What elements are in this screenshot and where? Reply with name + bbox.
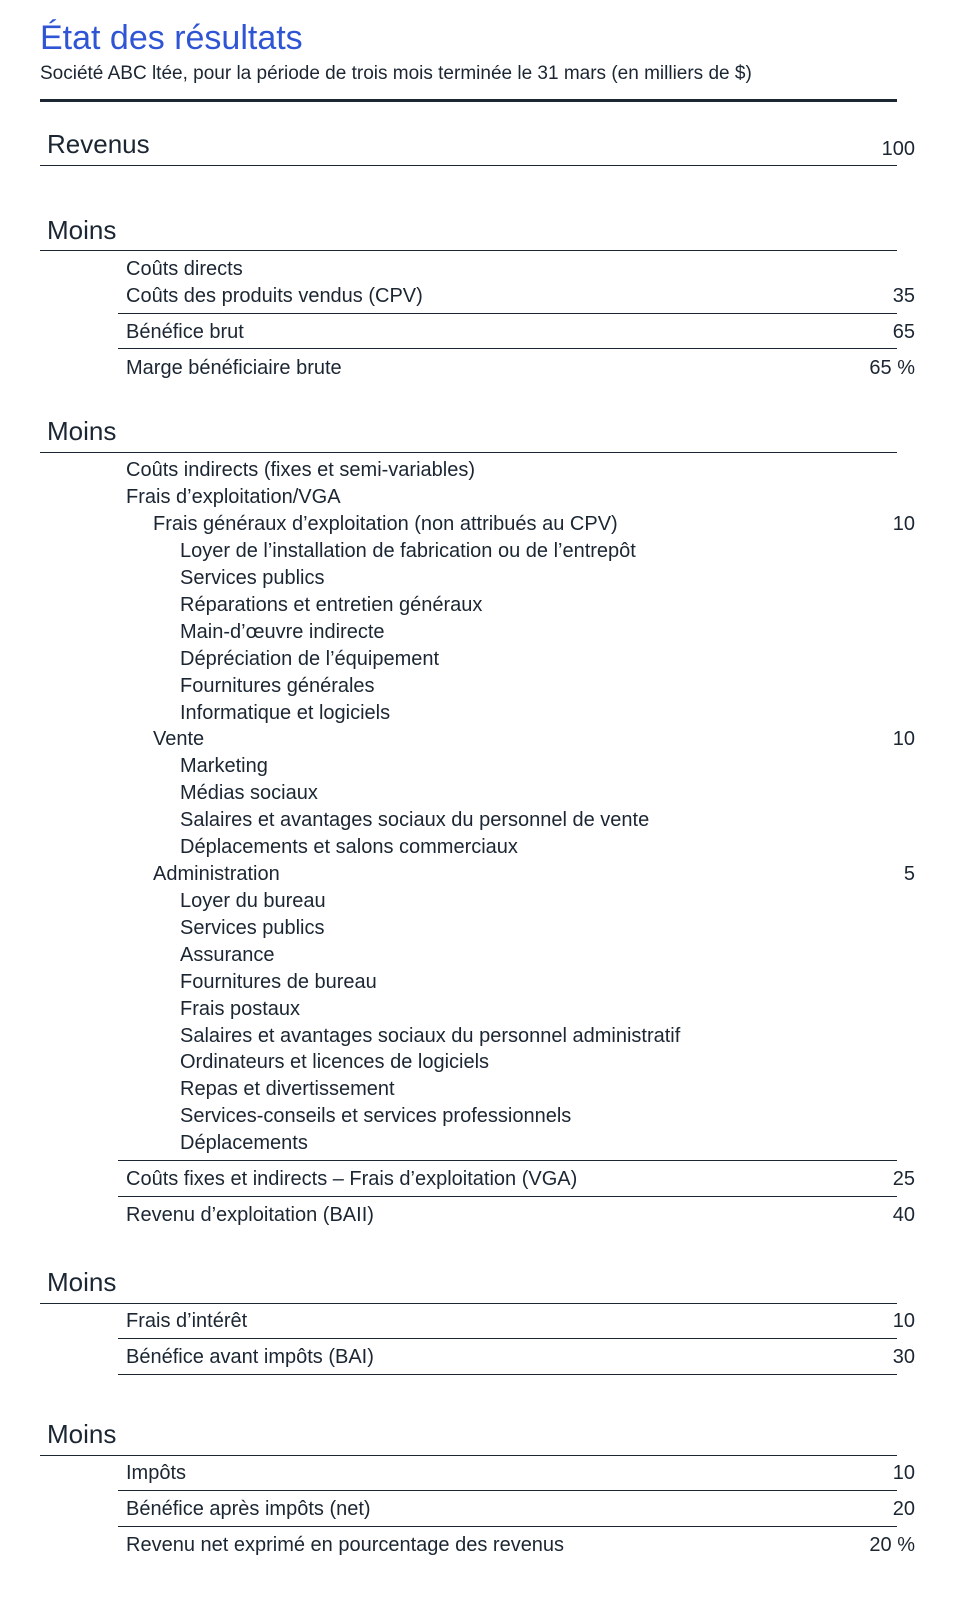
baii-label: Revenu d’exploitation (BAII) — [126, 1204, 374, 1226]
vga-total-label: Coûts fixes et indirects – Frais d’exploitation (VGA) — [126, 1168, 578, 1190]
vga-total-divider — [118, 1160, 897, 1161]
direct-costs-label: Coûts directs — [126, 258, 243, 280]
gross-margin-value: 65 % — [869, 357, 915, 379]
list-item: Services-conseils et services professionnels — [180, 1105, 572, 1127]
taxes-label: Impôts — [126, 1462, 187, 1484]
revenus-label: Revenus — [47, 129, 150, 159]
list-item: Salaires et avantages sociaux du personnel de vente — [180, 809, 650, 831]
section2-divider — [40, 452, 897, 453]
cpv-divider — [118, 313, 897, 314]
section1-divider — [40, 250, 897, 251]
list-item: Réparations et entretien généraux — [180, 594, 483, 616]
net-margin-label: Revenu net exprimé en pourcentage des revenus — [126, 1534, 565, 1556]
operating-overhead-value: 10 — [892, 513, 915, 535]
list-item: Déplacements — [180, 1132, 308, 1154]
net-margin-value: 20 % — [869, 1534, 915, 1556]
page-title: État des résultats — [40, 19, 303, 57]
interest-label: Frais d’intérêt — [126, 1310, 248, 1332]
list-item: Services publics — [180, 917, 325, 939]
indirect-costs-label: Coûts indirects (fixes et semi-variables) — [126, 459, 475, 481]
list-item: Assurance — [180, 944, 275, 966]
revenus-divider — [40, 165, 897, 166]
list-item: Fournitures de bureau — [180, 971, 377, 993]
administration-label: Administration — [153, 863, 280, 885]
baii-divider — [118, 1196, 897, 1197]
cpv-value: 35 — [892, 285, 915, 307]
list-item: Services publics — [180, 567, 325, 589]
list-item: Loyer de l’installation de fabrication ou de l’entrepôt — [180, 540, 636, 562]
list-item: Déplacements et salons commerciaux — [180, 836, 518, 858]
section4-divider — [40, 1455, 897, 1456]
net-income-value: 20 — [892, 1498, 915, 1520]
operating-overhead-label: Frais généraux d’exploitation (non attribués au CPV) — [153, 513, 618, 535]
gross-profit-value: 65 — [892, 321, 915, 343]
section3-divider — [40, 1303, 897, 1304]
vga-total-value: 25 — [892, 1168, 915, 1190]
baii-value: 40 — [892, 1204, 915, 1226]
list-item: Fournitures générales — [180, 675, 375, 697]
list-item: Salaires et avantages sociaux du personnel administratif — [180, 1025, 681, 1047]
bai-value: 30 — [892, 1346, 915, 1368]
taxes-value: 10 — [892, 1462, 915, 1484]
bai-divider — [118, 1374, 897, 1375]
net-income-label: Bénéfice après impôts (net) — [126, 1498, 371, 1520]
gross-margin-label: Marge bénéficiaire brute — [126, 357, 342, 379]
list-item: Ordinateurs et licences de logiciels — [180, 1051, 490, 1073]
list-item: Repas et divertissement — [180, 1078, 395, 1100]
interest-value: 10 — [892, 1310, 915, 1332]
section4-heading: Moins — [47, 1419, 117, 1449]
sales-value: 10 — [892, 728, 915, 750]
list-item: Marketing — [180, 755, 268, 777]
page-subtitle: Société ABC ltée, pour la période de trois mois terminée le 31 mars (en milliers de $) — [40, 63, 752, 84]
interest-divider — [118, 1338, 897, 1339]
administration-value: 5 — [903, 863, 915, 885]
section2-heading: Moins — [47, 416, 117, 446]
list-item: Dépréciation de l’équipement — [180, 648, 440, 670]
revenus-value: 100 — [881, 138, 915, 160]
list-item: Informatique et logiciels — [180, 702, 391, 724]
list-item: Médias sociaux — [180, 782, 318, 804]
cpv-label: Coûts des produits vendus (CPV) — [126, 285, 423, 307]
gross-profit-divider — [118, 348, 897, 349]
taxes-divider — [118, 1490, 897, 1491]
list-item: Frais postaux — [180, 998, 301, 1020]
section1-heading: Moins — [47, 215, 117, 245]
bai-label: Bénéfice avant impôts (BAI) — [126, 1346, 374, 1368]
list-item: Main-d’œuvre indirecte — [180, 621, 385, 643]
list-item: Loyer du bureau — [180, 890, 326, 912]
vga-label: Frais d’exploitation/VGA — [126, 486, 341, 508]
net-income-divider — [118, 1526, 897, 1527]
header-divider — [40, 99, 897, 102]
sales-label: Vente — [153, 728, 205, 750]
section3-heading: Moins — [47, 1267, 117, 1297]
gross-profit-label: Bénéfice brut — [126, 321, 244, 343]
